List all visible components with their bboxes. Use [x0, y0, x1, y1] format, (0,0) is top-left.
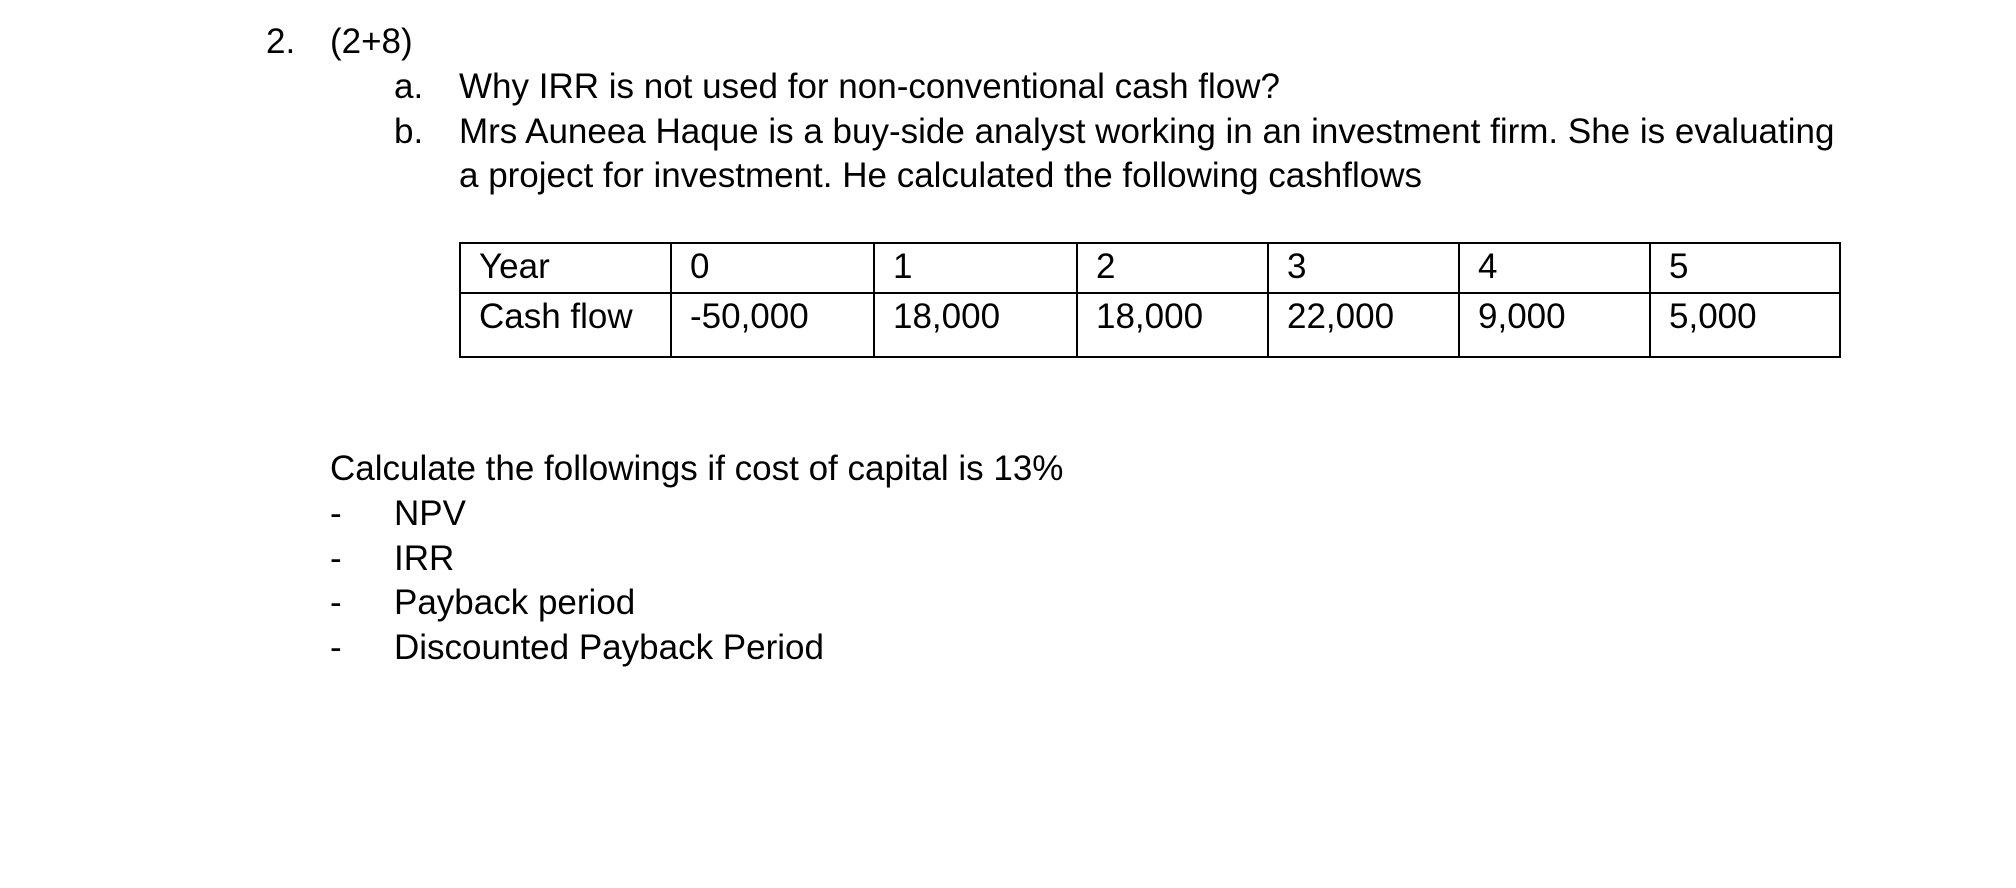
question-number: 2.: [266, 22, 296, 61]
table-row-year: [460, 243, 1840, 293]
cash-flow-cell: 18,000: [1077, 293, 1268, 357]
row-header-year: Year: [460, 243, 671, 293]
list-bullet: -: [330, 539, 342, 578]
list-bullet: -: [330, 494, 342, 533]
list-item: IRR: [394, 539, 455, 578]
cash-flow-cell: -50,000: [671, 293, 874, 357]
list-item: Payback period: [394, 583, 636, 622]
year-cell: 0: [671, 243, 874, 293]
year-cell: 2: [1077, 243, 1268, 293]
subquestion-b-text-line-2: a project for investment. He calculated the following cashflows: [459, 156, 1422, 195]
cashflow-table: [459, 242, 1841, 358]
row-header-cash-flow: Cash flow: [460, 293, 671, 357]
cash-flow-cell: 18,000: [874, 293, 1077, 357]
cash-flow-cell: 9,000: [1459, 293, 1650, 357]
calculation-heading: Calculate the followings if cost of capital is 13%: [330, 449, 1064, 488]
list-bullet: -: [330, 628, 342, 667]
subquestion-a-marker: a.: [394, 67, 424, 106]
list-item: Discounted Payback Period: [394, 628, 824, 667]
table-row-cash-flow: [460, 293, 1840, 357]
cash-flow-cell: 22,000: [1268, 293, 1459, 357]
year-cell: 1: [874, 243, 1077, 293]
subquestion-b-text-line-1: Mrs Auneea Haque is a buy-side analyst working in an investment firm. She is evaluating: [459, 112, 1835, 151]
subquestion-a-text: Why IRR is not used for non-conventional cash flow?: [459, 67, 1280, 106]
year-cell: 3: [1268, 243, 1459, 293]
subquestion-b-marker: b.: [394, 112, 424, 151]
year-cell: 5: [1650, 243, 1840, 293]
question-marks: (2+8): [330, 22, 413, 61]
year-cell: 4: [1459, 243, 1650, 293]
list-item: NPV: [394, 494, 466, 533]
cash-flow-cell: 5,000: [1650, 293, 1840, 357]
list-bullet: -: [330, 583, 342, 622]
